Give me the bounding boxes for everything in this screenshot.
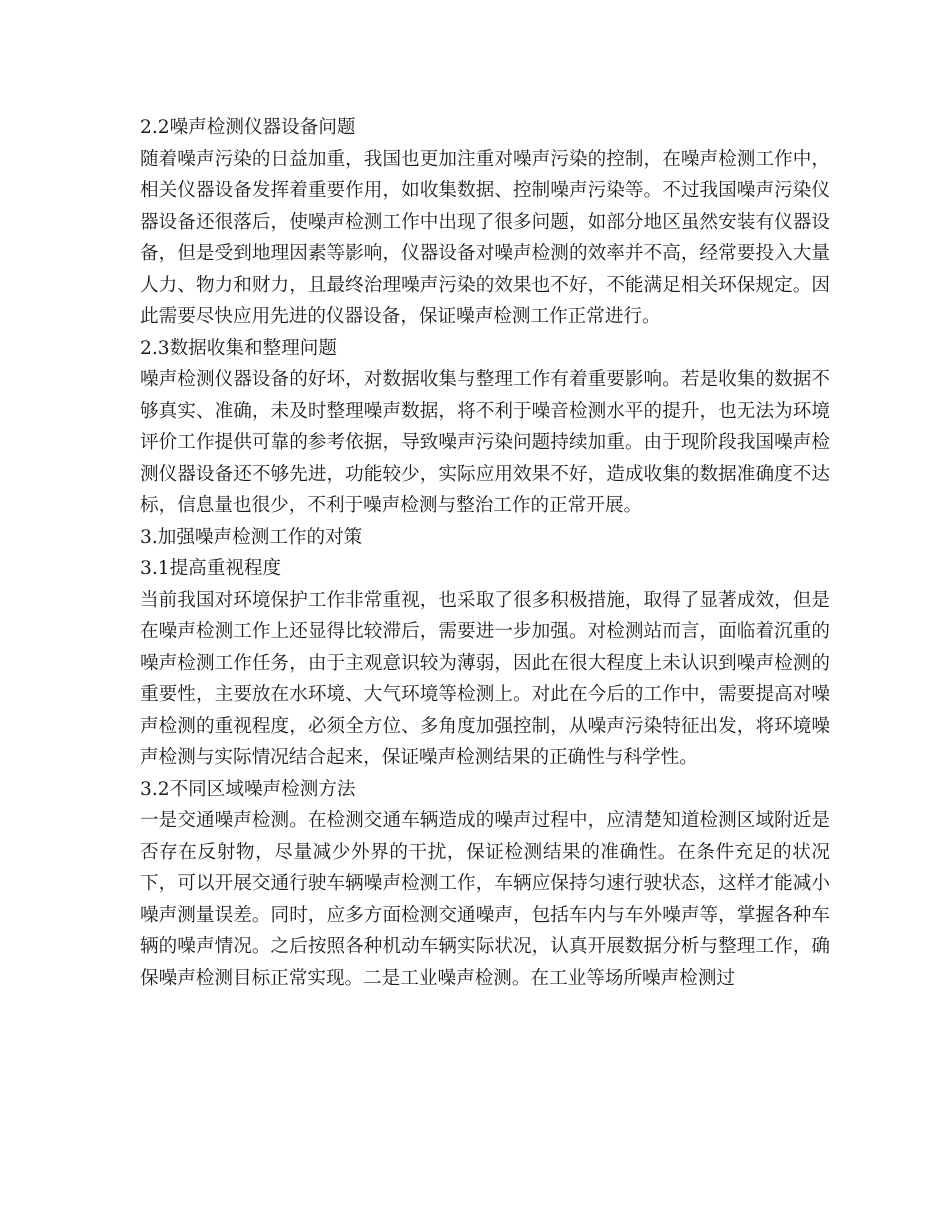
paragraph-data-collection: 噪声检测仪器设备的好坏，对数据收集与整理工作有着重要影响。若是收集的数据不够真实、准确，未及时整理噪声数据，将不利于噪音检测水平的提升，也无法为环境评价工作提供可靠的参考依据，导致噪声污染问题持续加重。由于现阶段我国噪声检测仪器设备还不够先进，功能较少，实际应用效果不好，造成收集的数据准确度不达标，信息量也很少，不利于噪声检测与整治工作的正常开展。 — [140, 369, 830, 516]
paragraph-raise-attention: 当前我国对环境保护工作非常重视，也采取了很多积极措施，取得了显著成效，但是在噪声检测工作上还显得比较滞后，需要进一步加强。对检测站而言，面临着沉重的噪声检测工作任务，由于主观意识较为薄弱，因此在很大程度上未认识到噪声检测的重要性，主要放在水环境、大气环境等检测上。对此在今后的工作中，需要提高对噪声检测的重视程度，必须全方位、多角度加强控制，从噪声污染特征出发，将环境噪声检测与实际情况结合起来，保证噪声检测结果的正确性与科学性。 — [140, 589, 830, 768]
section-heading-3-1: 3.1提高重视程度 — [140, 558, 282, 579]
paragraph-regional-methods: 一是交通噪声检测。在检测交通车辆造成的噪声过程中，应清楚知道检测区域附近是否存在反射物，尽量减少外界的干扰，保证检测结果的准确性。在条件充足的状况下，可以开展交通行驶车辆噪声检测工作，车辆应保持匀速行驶状态，这样才能减小噪声测量误差。同时，应多方面检测交通噪声，包括车内与车外噪声等，掌握各种车辆的噪声情况。之后按照各种机动车辆实际状况，认真开展数据分析与整理工作，确保噪声检测目标正常实现。二是工业噪声检测。在工业等场所噪声检测过 — [140, 810, 830, 989]
paragraph-instrument-issues: 随着噪声污染的日益加重，我国也更加注重对噪声污染的控制，在噪声检测工作中，相关仪器设备发挥着重要作用，如收集数据、控制噪声污染等。不过我国噪声污染仪器设备还很落后，使噪声检测工作中出现了很多问题，如部分地区虽然安装有仪器设备，但是受到地理因素等影响，仪器设备对噪声检测的效率并不高，经常要投入大量人力、物力和财力，且最终治理噪声污染的效果也不好，不能满足相关环保规定。因此需要尽快应用先进的仪器设备，保证噪声检测工作正常进行。 — [140, 148, 830, 327]
section-heading-3: 3.加强噪声检测工作的对策 — [140, 526, 363, 548]
document-body — [140, 112, 830, 994]
section-heading-2-2: 2.2噪声检测仪器设备问题 — [140, 117, 356, 138]
section-heading-2-3: 2.3数据收集和整理问题 — [140, 337, 337, 359]
section-heading-3-2: 3.2不同区域噪声检测方法 — [140, 778, 356, 800]
